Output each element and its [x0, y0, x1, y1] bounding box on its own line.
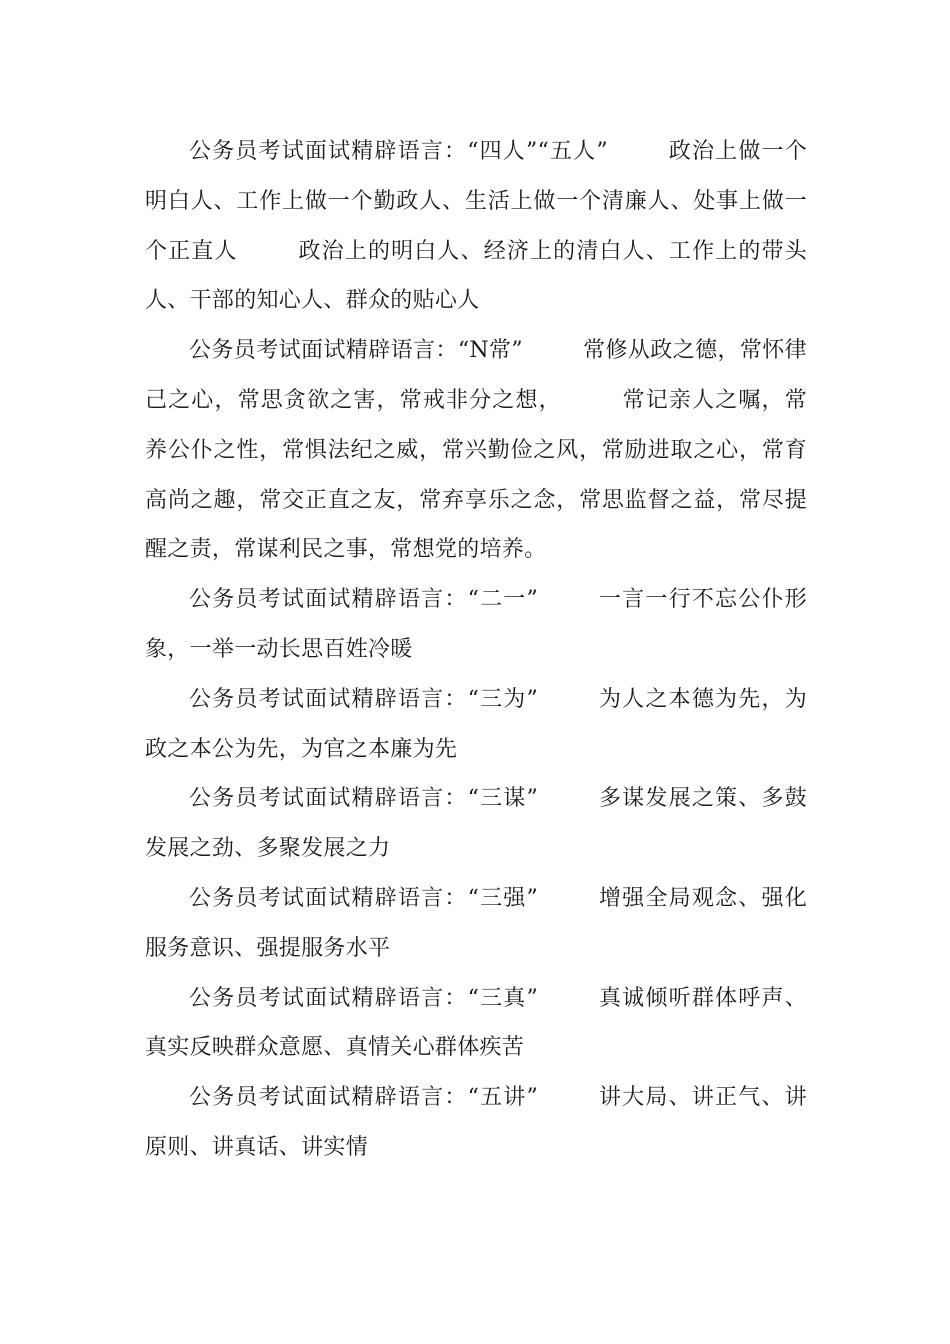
paragraph-heading: 公务员考试面试精辟语言：“N常” [189, 338, 523, 364]
paragraph-n-chang [145, 326, 807, 575]
paragraph-san-mou [145, 774, 807, 874]
paragraph-heading: 公务员考试面试精辟语言：“四人”“五人” [189, 139, 608, 164]
paragraph-text: 多谋发展之策、多鼓发展之劲、多聚发展之力 [145, 786, 807, 862]
paragraph-text: 真诚倾听群体呼声、真实反映群众意愿、真情关心群体疾苦 [145, 985, 807, 1061]
paragraph-san-wei [145, 675, 807, 775]
paragraph-heading: 公务员考试面试精辟语言：“五讲” [189, 1085, 539, 1111]
paragraph-er-yi [145, 575, 807, 675]
paragraph-text: 政治上的明白人、经济上的清白人、工作上的带头人、干部的知心人、群众的贴心人 [145, 238, 808, 314]
document-body [145, 127, 807, 1173]
paragraph-si-ren [145, 127, 807, 326]
paragraph-text: 常记亲人之嘱，常养公仆之性，常惧法纪之威，常兴勤俭之风，常励进取之心，常育高尚之趣，常交正直之友，常弃享乐之念，常思监督之益，常尽提醒之责，常谋利民之事，常想党的培养。 [145, 387, 807, 563]
paragraph-heading: 公务员考试面试精辟语言：“二一” [189, 587, 539, 613]
paragraph-text: 政治上做一个明白人、工作上做一个勤政人、生活上做一个清廉人、处事上做一个正直人 [145, 139, 807, 264]
paragraph-heading: 公务员考试面试精辟语言：“三谋” [189, 786, 539, 812]
paragraph-heading: 公务员考试面试精辟语言：“三真” [189, 985, 539, 1011]
paragraph-text: 常修从政之德，常怀律己之心，常思贪欲之害，常戒非分之想， [145, 338, 807, 413]
paragraph-text: 为人之本德为先，为政之本公为先，为官之本廉为先 [145, 686, 807, 762]
paragraph-heading: 公务员考试面试精辟语言：“三强” [189, 885, 539, 911]
paragraph-san-zhen [145, 974, 807, 1074]
paragraph-text: 一言一行不忘公仆形象，一举一动长思百姓冷暖 [145, 587, 807, 662]
paragraph-text: 增强全局观念、强化服务意识、强提服务水平 [145, 885, 807, 961]
paragraph-san-qiang [145, 874, 807, 974]
paragraph-wu-jiang [145, 1073, 807, 1173]
paragraph-text: 讲大局、讲正气、讲原则、讲真话、讲实情 [145, 1085, 807, 1160]
paragraph-heading: 公务员考试面试精辟语言：“三为” [189, 686, 539, 712]
